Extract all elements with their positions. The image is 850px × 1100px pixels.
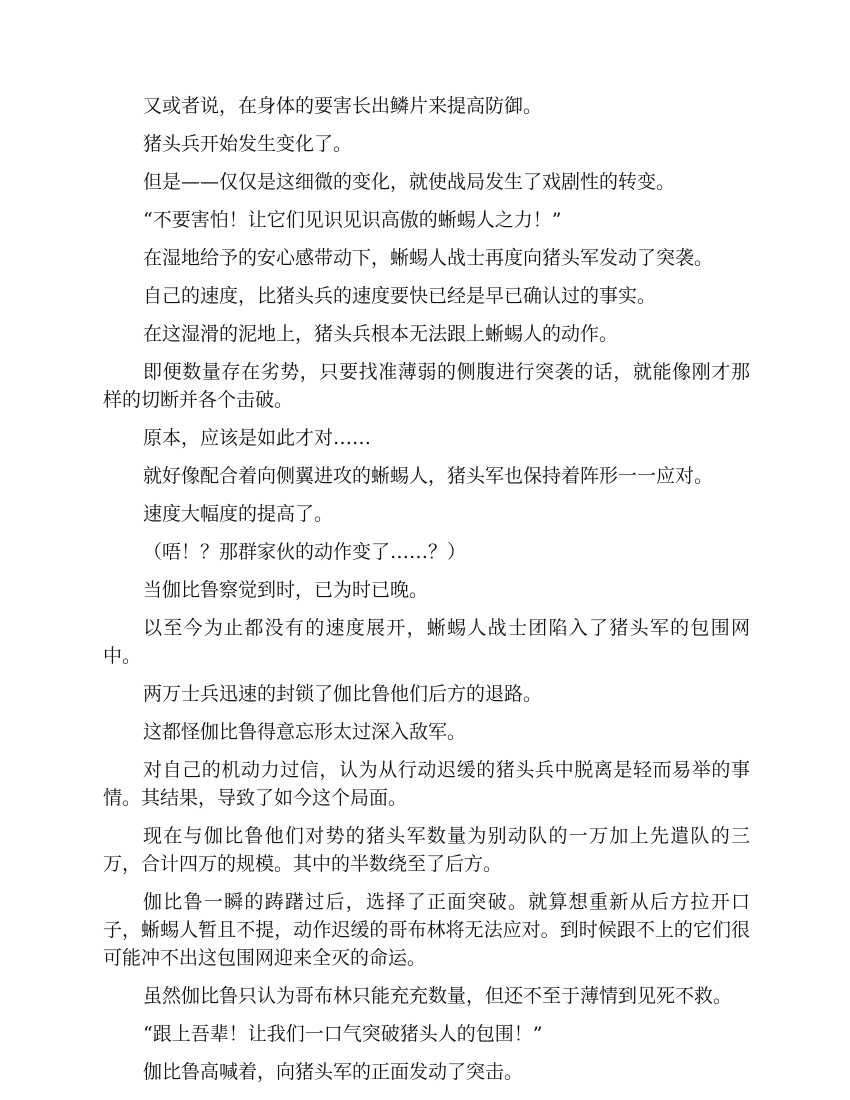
paragraph: “不要害怕！让它们见识见识高傲的蜥蜴人之力！”: [143, 209, 562, 231]
paragraph: 在湿地给予的安心感带动下，蜥蜴人战士再度向猪头军发动了突袭。: [143, 247, 714, 269]
paragraph: 当伽比鲁察觉到时，已为时已晚。: [143, 579, 429, 601]
paragraph: （唔！？那群家伙的动作变了……？）: [143, 541, 467, 563]
paragraph: 对自己的机动力过信，认为从行动迟缓的猪头兵中脱离是轻而易举的事情。其结果，导致了如今这个局面。: [103, 759, 750, 809]
paragraph: 伽比鲁高喊着，向猪头军的正面发动了突击。: [143, 1061, 524, 1083]
paragraph: 速度大幅度的提高了。: [143, 503, 334, 525]
paragraph: 以至今为止都没有的速度展开，蜥蜴人战士团陷入了猪头军的包围网中。: [103, 617, 750, 667]
paragraph: “跟上吾辈！让我们一口气突破猪头人的包围！”: [143, 1023, 543, 1045]
paragraph: 但是——仅仅是这细微的变化，就使战局发生了戏剧性的转变。: [143, 171, 676, 193]
paragraph: 又或者说，在身体的要害长出鳞片来提高防御。: [143, 95, 543, 117]
paragraph: 原本，应该是如此才对……: [143, 427, 372, 449]
paragraph: 这都怪伽比鲁得意忘形太过深入敌军。: [143, 721, 467, 743]
paragraph: 虽然伽比鲁只认为哥布林只能充充数量，但还不至于薄情到见死不救。: [143, 985, 733, 1007]
paragraph: 两万士兵迅速的封锁了伽比鲁他们后方的退路。: [143, 683, 543, 705]
paragraph: 在这湿滑的泥地上，猪头兵根本无法跟上蜥蜴人的动作。: [143, 323, 619, 345]
paragraph: 即便数量存在劣势，只要找准薄弱的侧腹进行突袭的话，就能像刚才那样的切断并各个击破。: [103, 361, 750, 411]
paragraph: 猪头兵开始发生变化了。: [143, 133, 353, 155]
paragraph: 现在与伽比鲁他们对势的猪头军数量为别动队的一万加上先遣队的三万，合计四万的规模。其中的半数绕至了后方。: [103, 825, 750, 875]
document-page: [103, 92, 750, 1096]
paragraph: 自己的速度，比猪头兵的速度要快已经是早已确认过的事实。: [143, 285, 657, 307]
paragraph: 就好像配合着向侧翼进攻的蜥蜴人，猪头军也保持着阵形一一应对。: [143, 465, 714, 487]
paragraph: 伽比鲁一瞬的踌躇过后，选择了正面突破。就算想重新从后方拉开口子，蜥蜴人暂且不提，动作迟缓的哥布林将无法应对。到时候跟不上的它们很可能冲不出这包围网迎来全灭的命运。: [103, 891, 750, 969]
